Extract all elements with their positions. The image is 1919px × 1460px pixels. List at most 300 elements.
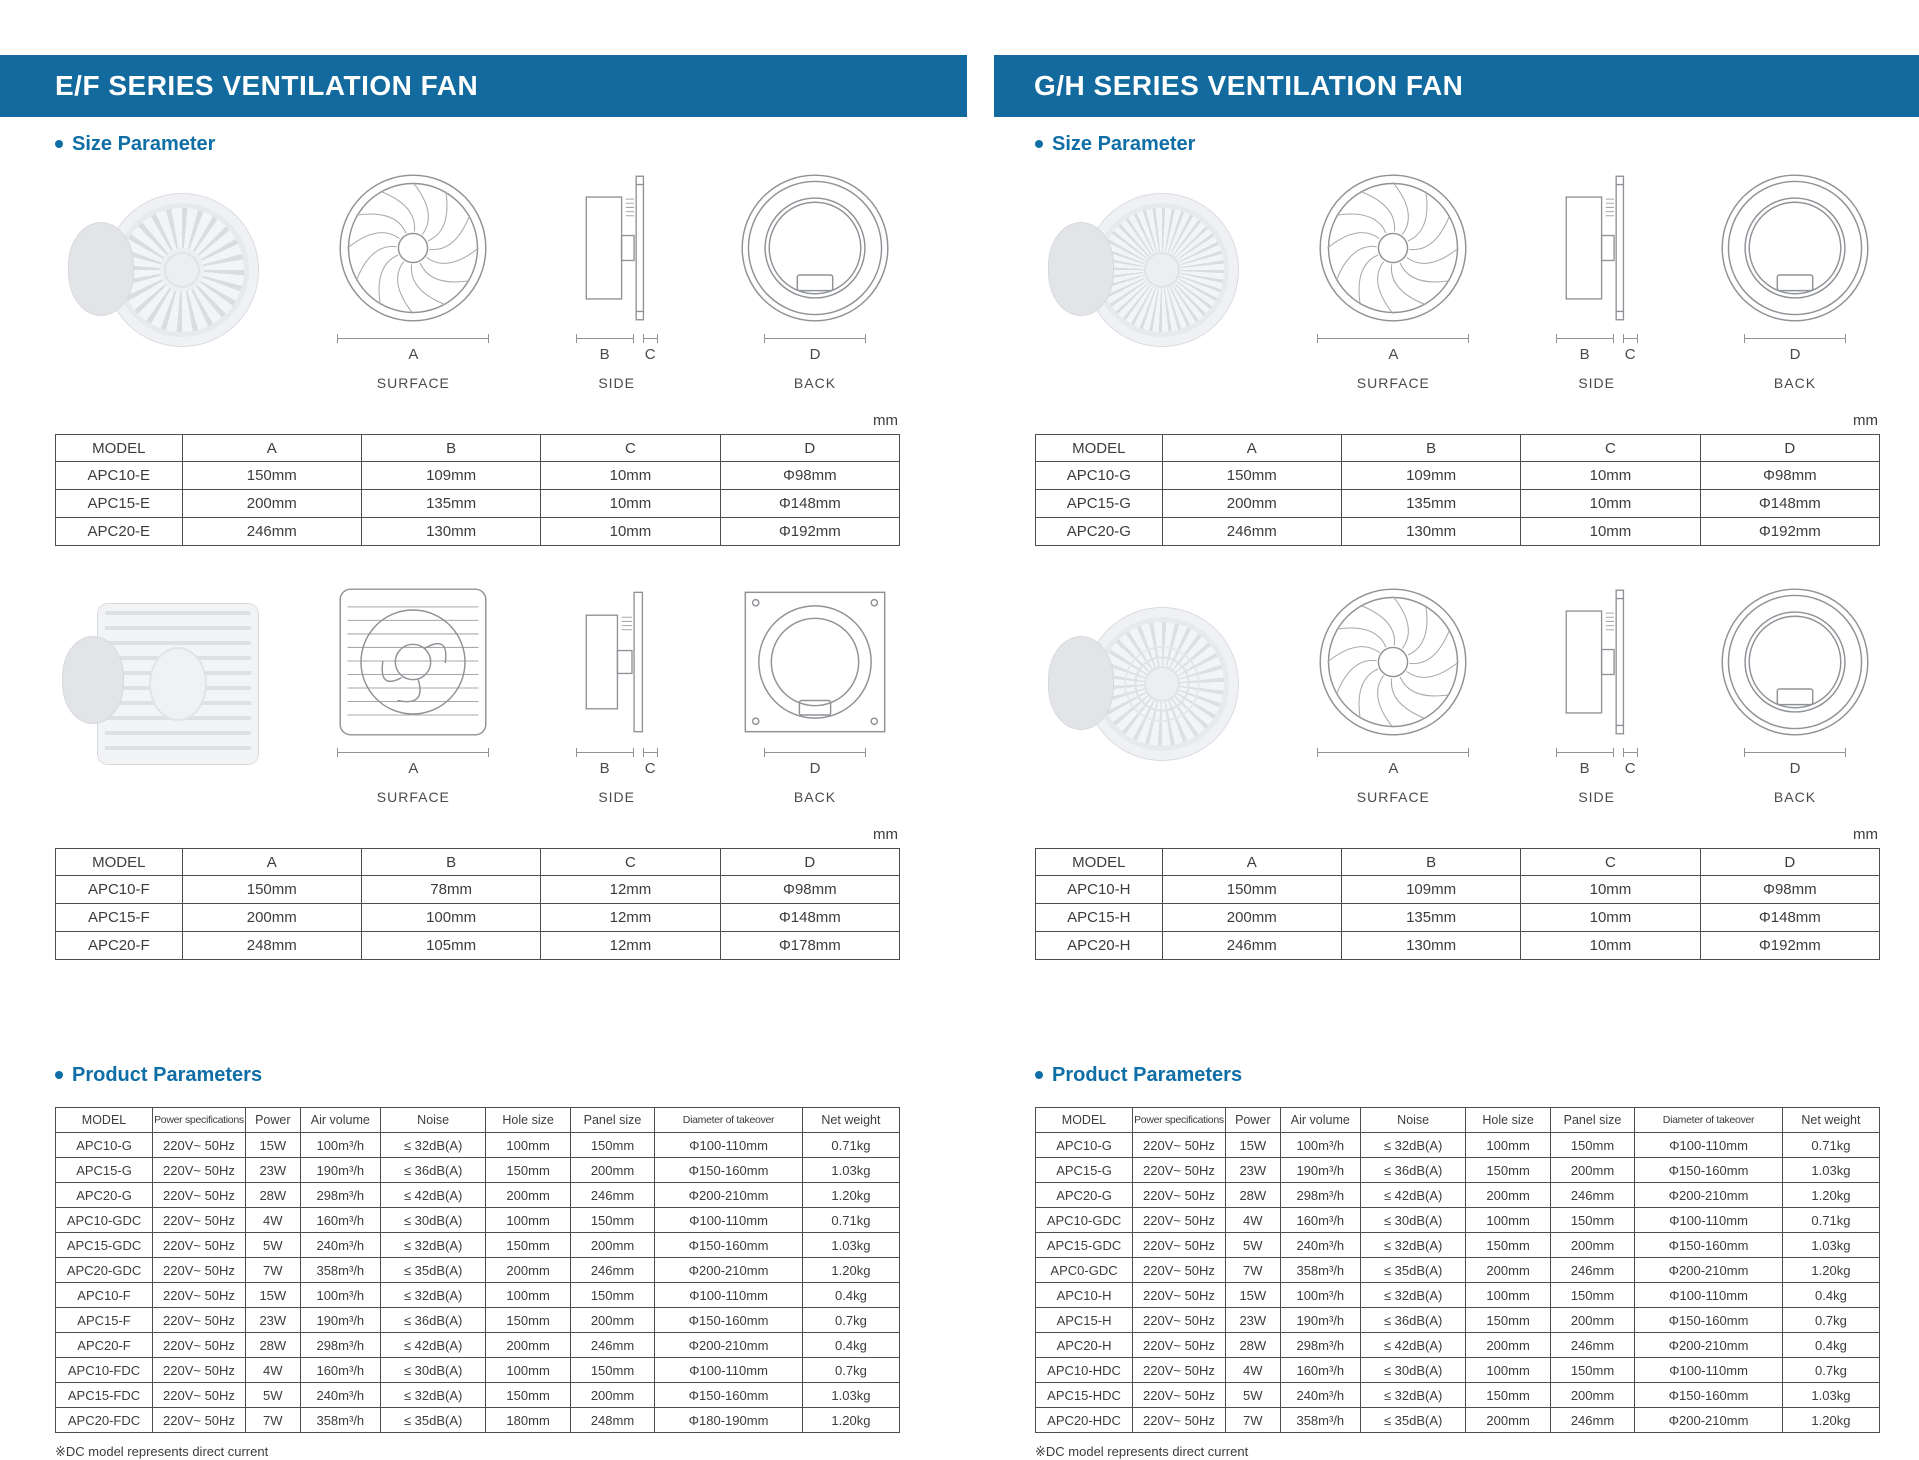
cell: 12mm [541,932,720,960]
dim-letter-d: D [1789,760,1801,777]
cell: 220V~ 50Hz [153,1133,246,1158]
table-row [1036,1258,1880,1283]
cell: 23W [1225,1158,1280,1183]
dimension-line-d [764,748,866,757]
cell: 135mm [361,490,540,518]
cell: ≤ 32dB(A) [380,1383,486,1408]
fan-photo-figure [1035,170,1250,370]
header-cell: C [1521,849,1700,876]
cell: 10mm [1521,518,1700,546]
table-header-row [56,435,900,462]
table-row [56,1258,900,1283]
cell: 100m³/h [300,1133,380,1158]
cell: Φ192mm [1700,518,1879,546]
dim-col-b [1556,326,1614,363]
size-table-h [1035,848,1880,960]
table-row [56,1333,900,1358]
cell: 0.7kg [802,1358,899,1383]
cell: 160m³/h [300,1208,380,1233]
cell: APC10-F [56,1283,153,1308]
side-view-figure [1537,584,1657,805]
cell: 190m³/h [300,1308,380,1333]
cell: 150mm [486,1158,570,1183]
cell: ≤ 36dB(A) [380,1158,486,1183]
table-row [1036,1358,1880,1383]
cell: Φ148mm [720,904,899,932]
column-ef-series [55,133,900,1460]
cell: 220V~ 50Hz [1133,1158,1226,1183]
cell: 246mm [570,1258,654,1283]
dim-letter-c: C [1624,760,1636,777]
header-cell: MODEL [1036,1108,1133,1133]
surface-view-figure [1303,170,1483,391]
cell: ≤ 35dB(A) [1360,1408,1466,1433]
cell: APC20-HDC [1036,1408,1133,1433]
cell: APC15-F [56,1308,153,1333]
table-row [56,876,900,904]
header-cell: MODEL [1036,435,1163,462]
cell: 220V~ 50Hz [153,1158,246,1183]
cell: Φ200-210mm [1635,1333,1783,1358]
cell: Φ192mm [720,518,899,546]
cell: APC20-E [56,518,183,546]
cell: 10mm [1521,490,1700,518]
cell: 1.03kg [1782,1158,1879,1183]
cell: APC10-FDC [56,1358,153,1383]
cell: 220V~ 50Hz [1133,1333,1226,1358]
cell: 160m³/h [1280,1358,1360,1383]
cell: Φ150-160mm [1635,1233,1783,1258]
cell: ≤ 42dB(A) [1360,1333,1466,1358]
cell: 200mm [570,1233,654,1258]
cell: 28W [1225,1183,1280,1208]
cell: 1.03kg [802,1158,899,1183]
round-fan-photo-icon [106,194,258,346]
cell: APC10-H [1036,1283,1133,1308]
cell: Φ100-110mm [655,1283,803,1308]
cell: 10mm [541,490,720,518]
caption-side: SIDE [1578,375,1615,391]
back-view-figure [730,170,900,391]
table-row [56,1283,900,1308]
cell: 220V~ 50Hz [1133,1383,1226,1408]
fan-side-drawing-icon [1560,584,1633,740]
column-gh-series [1035,133,1880,1460]
cell: 28W [1225,1333,1280,1358]
dim-letter-c: C [644,760,656,777]
cell: 246mm [1550,1258,1634,1283]
dim-letter-a: A [408,346,419,363]
table-header-row [56,849,900,876]
cell: 358m³/h [300,1258,380,1283]
cell: 100mm [1466,1283,1550,1308]
fan-side-drawing-icon [580,584,653,740]
cell: APC15-GDC [56,1233,153,1258]
surface-view-figure [323,170,503,391]
fan-side-drawing-icon [580,170,653,326]
dimension-line-a [1317,748,1469,757]
dimension-line-d [1744,334,1846,343]
dimension-line-c [1623,748,1638,757]
surface-view-figure [323,584,503,805]
dimension-line-b [1556,748,1614,757]
cell: 0.71kg [1782,1133,1879,1158]
series-title-bar-ef [0,55,967,117]
cell: 0.7kg [1782,1358,1879,1383]
cell: 220V~ 50Hz [153,1333,246,1358]
dimension-line-b [1556,334,1614,343]
cell: 150mm [570,1208,654,1233]
side-view-figure [1537,170,1657,391]
cell: Φ178mm [720,932,899,960]
table-row [56,1208,900,1233]
dimension-line-a [1317,334,1469,343]
cell: 220V~ 50Hz [1133,1233,1226,1258]
cell: 7W [1225,1258,1280,1283]
caption-back: BACK [1773,789,1817,805]
fan-photo-figure [55,584,270,784]
unit-label: mm [1853,412,1878,429]
size-parameter-heading [55,133,900,156]
table-row [1036,1308,1880,1333]
cell: APC20-H [1036,1333,1133,1358]
table-row [1036,1233,1880,1258]
cell: 0.71kg [802,1133,899,1158]
round-fan-photo-icon [1086,608,1238,760]
cell: Φ192mm [1700,932,1879,960]
cell: APC10-GDC [1036,1208,1133,1233]
cell: ≤ 30dB(A) [1360,1208,1466,1233]
cell: 130mm [361,518,540,546]
table-row [1036,1333,1880,1358]
cell: 150mm [1162,876,1341,904]
cell: 28W [245,1183,300,1208]
caption-side: SIDE [1578,789,1615,805]
cell: 5W [1225,1233,1280,1258]
size-table-g [1035,434,1880,546]
cell: 246mm [570,1183,654,1208]
dim-letter-b: B [1579,760,1590,777]
cell: APC10-H [1036,876,1163,904]
cell: Φ200-210mm [1635,1408,1783,1433]
cell: 220V~ 50Hz [153,1358,246,1383]
cell: APC15-GDC [1036,1233,1133,1258]
cell: Φ100-110mm [1635,1358,1783,1383]
cell: 200mm [1550,1383,1634,1408]
cell: 0.4kg [802,1333,899,1358]
cell: 200mm [570,1308,654,1333]
caption-surface: SURFACE [1356,789,1430,805]
bullet-icon [55,1071,63,1079]
table-row [56,1308,900,1333]
cell: 78mm [361,876,540,904]
cell: Φ148mm [1700,490,1879,518]
cell: 298m³/h [1280,1333,1360,1358]
cell: ≤ 32dB(A) [1360,1283,1466,1308]
table-row [1036,1158,1880,1183]
cell: APC20-FDC [56,1408,153,1433]
table-row [1036,876,1880,904]
table-row [1036,1208,1880,1233]
header-cell: MODEL [56,849,183,876]
header-cell: MODEL [1036,849,1163,876]
cell: 246mm [1550,1408,1634,1433]
fan-front-drawing-icon [1315,584,1471,740]
cell: 220V~ 50Hz [153,1258,246,1283]
cell: 200mm [1162,490,1341,518]
cell: ≤ 32dB(A) [380,1233,486,1258]
bullet-icon [1035,140,1043,148]
cell: ≤ 30dB(A) [380,1208,486,1233]
cell: 10mm [1521,904,1700,932]
dim-letter-d: D [1789,346,1801,363]
table-header-row [1036,1108,1880,1133]
cell: 220V~ 50Hz [153,1308,246,1333]
fan-back-drawing-icon [1717,584,1873,740]
header-cell: B [1341,435,1520,462]
unit-label: mm [1853,826,1878,843]
cell: 1.20kg [1782,1408,1879,1433]
fan-back-drawing-icon [737,170,893,326]
cell: 5W [1225,1383,1280,1408]
diagram-row-f-series [55,584,900,814]
cell: 100mm [486,1208,570,1233]
dimension-line-b [576,334,634,343]
cell: Φ200-210mm [1635,1258,1783,1283]
cell: Φ150-160mm [1635,1158,1783,1183]
dimension-line-c [643,334,658,343]
cell: 246mm [1162,518,1341,546]
cell: APC20-H [1036,932,1163,960]
table-row [1036,932,1880,960]
table-row [56,1358,900,1383]
table-row [56,518,900,546]
dimension-line-d [764,334,866,343]
cell: 240m³/h [1280,1233,1360,1258]
cell: APC20-GDC [56,1258,153,1283]
dimension-pair-bc [576,740,658,777]
cell: 150mm [182,462,361,490]
cell: 150mm [486,1233,570,1258]
dim-letter-d: D [809,346,821,363]
cell: ≤ 35dB(A) [1360,1258,1466,1283]
table-row [56,904,900,932]
cell: 100mm [1466,1358,1550,1383]
cell: 1.03kg [802,1383,899,1408]
cell: APC15-H [1036,904,1163,932]
header-cell: D [1700,849,1879,876]
cell: 220V~ 50Hz [1133,1133,1226,1158]
page-title-ef: E/F SERIES VENTILATION FAN [55,70,479,101]
cell: Φ150-160mm [655,1233,803,1258]
cell: APC15-G [56,1158,153,1183]
cell: Φ200-210mm [655,1183,803,1208]
cell: 130mm [1341,932,1520,960]
cell: 15W [245,1283,300,1308]
cell: 100mm [1466,1133,1550,1158]
dimension-line-c [643,748,658,757]
cell: 298m³/h [300,1183,380,1208]
diagram-row-g-series [1035,170,1880,400]
cell: Φ150-160mm [655,1383,803,1408]
page-title-gh: G/H SERIES VENTILATION FAN [1034,70,1464,101]
cell: 220V~ 50Hz [1133,1408,1226,1433]
cell: 150mm [1550,1283,1634,1308]
header-cell: A [1162,435,1341,462]
cell: APC10-G [1036,1133,1133,1158]
header-cell: Power [245,1108,300,1133]
header-cell: D [720,435,899,462]
cell: 100mm [1466,1208,1550,1233]
cell: 220V~ 50Hz [1133,1308,1226,1333]
cell: 0.4kg [802,1283,899,1308]
cell: 1.03kg [1782,1383,1879,1408]
cell: Φ180-190mm [655,1408,803,1433]
cell: ≤ 32dB(A) [1360,1233,1466,1258]
cell: APC10-GDC [56,1208,153,1233]
table-row [1036,1133,1880,1158]
cell: 220V~ 50Hz [153,1233,246,1258]
header-cell: MODEL [56,1108,153,1133]
diagram-row-e-series [55,170,900,400]
cell: Φ150-160mm [1635,1308,1783,1333]
round-fan-photo-icon [1086,194,1238,346]
size-table-e [55,434,900,546]
caption-surface: SURFACE [1356,375,1430,391]
cell: Φ200-210mm [655,1258,803,1283]
cell: Φ100-110mm [1635,1133,1783,1158]
cell: 10mm [1521,876,1700,904]
cell: 240m³/h [1280,1383,1360,1408]
cell: 358m³/h [300,1408,380,1433]
dim-col-b [576,326,634,363]
header-cell: Noise [380,1108,486,1133]
dim-letter-b: B [1579,346,1590,363]
dimension-line-d [1744,748,1846,757]
header-cell: Power [1225,1108,1280,1133]
cell: Φ200-210mm [655,1333,803,1358]
cell: 100mm [361,904,540,932]
header-cell: A [182,849,361,876]
cell: 0.4kg [1782,1333,1879,1358]
table-row [1036,1383,1880,1408]
cell: APC20-G [1036,518,1163,546]
cell: ≤ 32dB(A) [380,1133,486,1158]
back-view-figure [1710,170,1880,391]
dimension-line-b [576,748,634,757]
cell: Φ100-110mm [655,1133,803,1158]
table-header-row [56,1108,900,1133]
product-parameters-heading-label: Product Parameters [72,1064,263,1086]
cell: 150mm [570,1358,654,1383]
unit-label: mm [873,412,898,429]
dim-letter-b: B [599,760,610,777]
cell: 200mm [570,1383,654,1408]
cell: 298m³/h [1280,1183,1360,1208]
cell: 5W [245,1383,300,1408]
dim-letter-d: D [809,760,821,777]
cell: 23W [245,1308,300,1333]
table-row [56,1383,900,1408]
fan-front-drawing-icon [1315,170,1471,326]
header-cell: Noise [1360,1108,1466,1133]
cell: 200mm [1466,1183,1550,1208]
cell: 150mm [570,1133,654,1158]
size-parameter-heading [1035,133,1880,156]
product-table-ef [55,1107,900,1433]
cell: 135mm [1341,904,1520,932]
cell: 220V~ 50Hz [1133,1283,1226,1308]
cell: APC15-E [56,490,183,518]
header-cell: C [541,435,720,462]
dim-letter-a: A [1388,346,1399,363]
cell: 298m³/h [300,1333,380,1358]
cell: Φ98mm [1700,462,1879,490]
cell: 150mm [1162,462,1341,490]
dimension-pair-bc [1556,326,1638,363]
cell: 0.7kg [1782,1308,1879,1333]
cell: ≤ 32dB(A) [1360,1133,1466,1158]
cell: 248mm [182,932,361,960]
cell: APC15-H [1036,1308,1133,1333]
cell: 10mm [1521,932,1700,960]
header-cell: Air volume [300,1108,380,1133]
cell: 1.20kg [802,1183,899,1208]
dim-col-c [1623,326,1638,363]
cell: 1.03kg [1782,1233,1879,1258]
cell: APC0-GDC [1036,1258,1133,1283]
cell: 160m³/h [1280,1208,1360,1233]
cell: APC20-F [56,1333,153,1358]
cell: 1.03kg [802,1233,899,1258]
cell: 220V~ 50Hz [1133,1258,1226,1283]
cell: APC15-F [56,904,183,932]
cell: 100mm [486,1133,570,1158]
header-cell: A [182,435,361,462]
cell: 0.4kg [1782,1283,1879,1308]
dimension-pair-bc [576,326,658,363]
cell: APC10-HDC [1036,1358,1133,1383]
cell: 150mm [182,876,361,904]
cell: ≤ 30dB(A) [1360,1358,1466,1383]
cell: 10mm [541,518,720,546]
dc-footnote: ※DC model represents direct current [1035,1444,1249,1459]
dim-col-c [643,326,658,363]
cell: 1.20kg [1782,1183,1879,1208]
back-view-figure [1710,584,1880,805]
size-parameter-heading-label: Size Parameter [1052,133,1196,155]
cell: 23W [245,1158,300,1183]
header-cell: Panel size [1550,1108,1634,1133]
cell: Φ150-160mm [1635,1383,1783,1408]
cell: 200mm [1466,1258,1550,1283]
cell: ≤ 36dB(A) [1360,1308,1466,1333]
header-cell: Net weight [802,1108,899,1133]
cell: ≤ 35dB(A) [380,1408,486,1433]
dimension-pair-bc [1556,740,1638,777]
side-view-figure [557,170,677,391]
header-cell: Power specifications [153,1108,246,1133]
dim-col-b [1556,740,1614,777]
unit-label: mm [873,826,898,843]
cell: 15W [245,1133,300,1158]
bullet-icon [1035,1071,1043,1079]
cell: 4W [1225,1208,1280,1233]
header-cell: Panel size [570,1108,654,1133]
cell: 200mm [1466,1333,1550,1358]
cell: APC10-F [56,876,183,904]
cell: 246mm [182,518,361,546]
